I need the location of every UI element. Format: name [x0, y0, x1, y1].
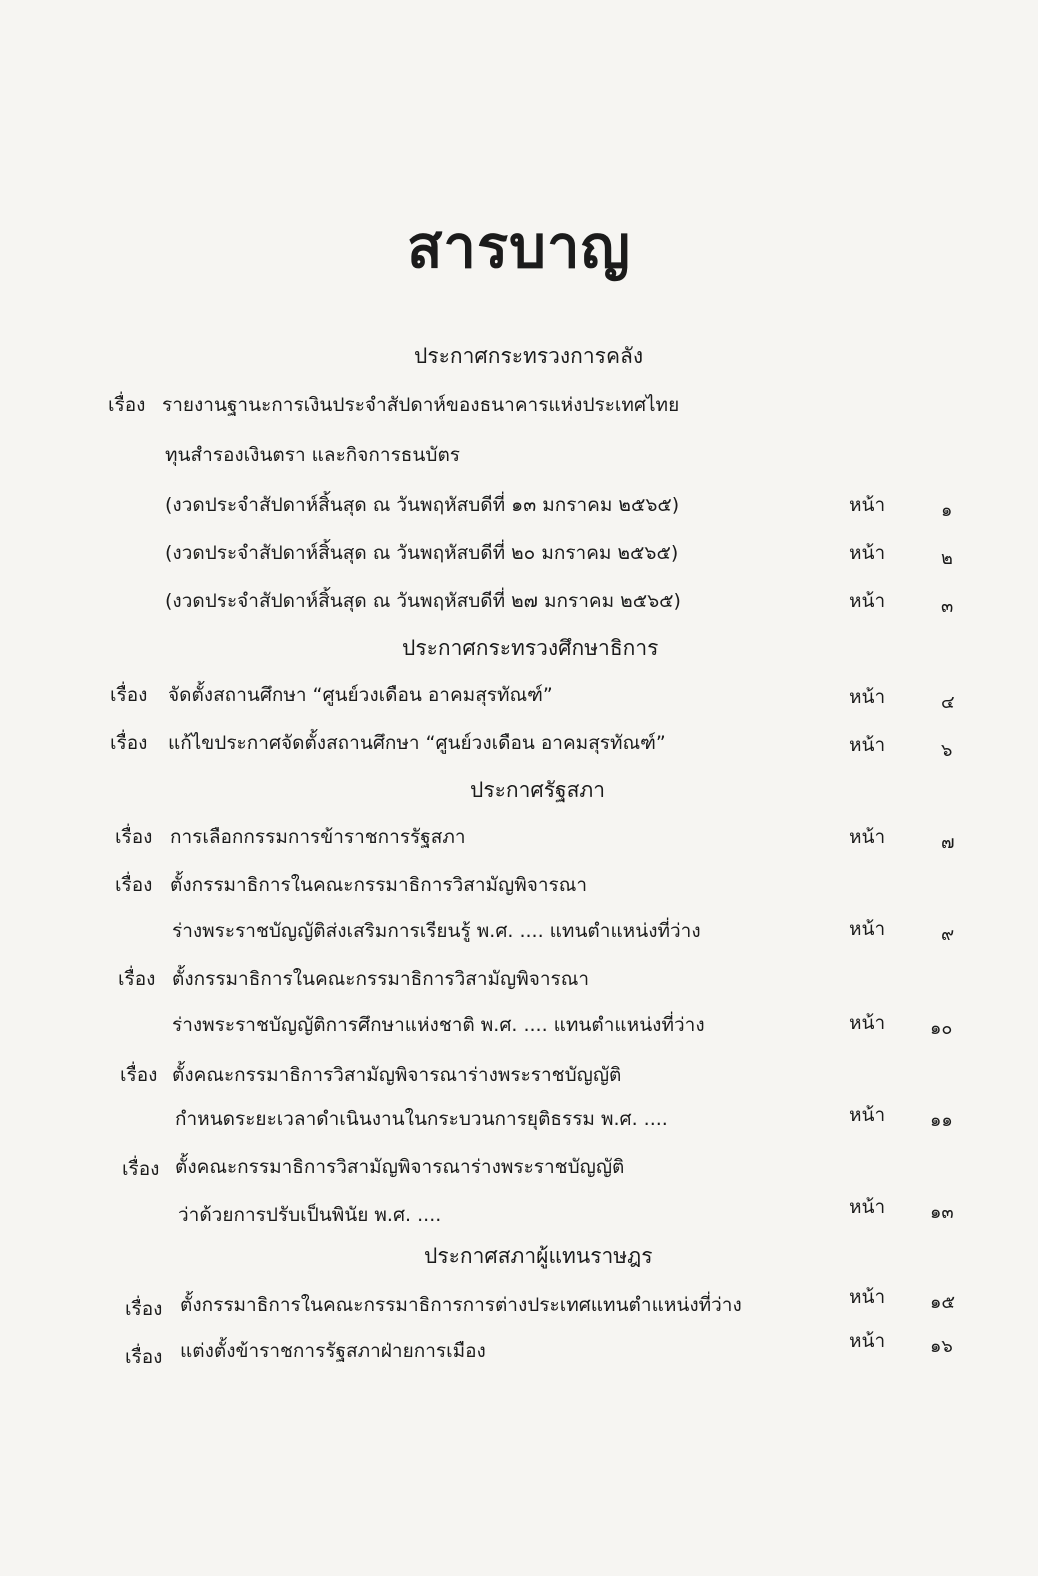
page-number: ๑๓: [930, 1202, 954, 1223]
item-label: เรื่อง: [115, 874, 153, 896]
toc-line: (งวดประจำสัปดาห์สิ้นสุด ณ วันพฤหัสบดีที่ ๑๓ มกราคม ๒๕๖๕): [165, 494, 680, 516]
page-word: หน้า: [849, 918, 886, 940]
item-label: เรื่อง: [110, 684, 148, 706]
page-word: หน้า: [849, 1286, 886, 1308]
toc-line: (งวดประจำสัปดาห์สิ้นสุด ณ วันพฤหัสบดีที่ ๒๗ มกราคม ๒๕๖๕): [165, 590, 681, 612]
page-word: หน้า: [849, 1012, 886, 1034]
item-label: เรื่อง: [125, 1346, 163, 1368]
page-number: ๑๑: [930, 1110, 953, 1131]
toc-line: แก้ไขประกาศจัดตั้งสถานศึกษา “ศูนย์วงเดือน อาคมสุรทัณฑ์”: [168, 732, 666, 754]
page-number: ๗: [941, 832, 955, 853]
page-word: หน้า: [849, 542, 886, 564]
page-number: ๑: [941, 500, 953, 521]
page-word: หน้า: [849, 826, 886, 848]
page-word: หน้า: [849, 494, 886, 516]
page-word: หน้า: [849, 1330, 886, 1352]
page-word: หน้า: [849, 734, 886, 756]
section-heading-education: ประกาศกระทรวงศึกษาธิการ: [402, 636, 659, 660]
page-number: ๙: [941, 924, 955, 945]
toc-line: จัดตั้งสถานศึกษา “ศูนย์วงเดือน อาคมสุรทัณฑ์”: [168, 684, 553, 706]
page-number: ๓: [941, 596, 954, 617]
page-number: ๑๖: [930, 1336, 953, 1357]
page-title: สารบาญ: [407, 213, 631, 281]
toc-line: ทุนสำรองเงินตรา และกิจการธนบัตร: [165, 444, 460, 466]
page-word: หน้า: [849, 686, 886, 708]
toc-line: ตั้งคณะกรรมาธิการวิสามัญพิจารณาร่างพระราชบัญญัติ: [172, 1064, 622, 1086]
page-number: ๒: [941, 548, 953, 569]
toc-line: การเลือกกรรมการข้าราชการรัฐสภา: [170, 826, 466, 848]
item-label: เรื่อง: [125, 1298, 163, 1320]
item-label: เรื่อง: [108, 394, 146, 416]
item-label: เรื่อง: [115, 826, 153, 848]
toc-line: รายงานฐานะการเงินประจำสัปดาห์ของธนาคารแห่งประเทศไทย: [162, 394, 680, 416]
toc-line: ว่าด้วยการปรับเป็นพินัย พ.ศ. ....: [178, 1204, 442, 1226]
toc-line: ตั้งคณะกรรมาธิการวิสามัญพิจารณาร่างพระราชบัญญัติ: [175, 1156, 625, 1178]
item-label: เรื่อง: [120, 1064, 158, 1086]
item-label: เรื่อง: [118, 968, 156, 990]
toc-line: กำหนดระยะเวลาดำเนินงานในกระบวนการยุติธรรม พ.ศ. ....: [175, 1108, 668, 1130]
item-label: เรื่อง: [122, 1158, 160, 1180]
toc-line: แต่งตั้งข้าราชการรัฐสภาฝ่ายการเมือง: [180, 1340, 486, 1362]
item-label: เรื่อง: [110, 732, 148, 754]
page-number: ๑๐: [930, 1018, 953, 1039]
page-number: ๖: [941, 740, 953, 761]
page-number: ๔: [941, 692, 955, 713]
page-word: หน้า: [849, 1196, 886, 1218]
page-word: หน้า: [849, 1104, 886, 1126]
toc-line: ร่างพระราชบัญญัติการศึกษาแห่งชาติ พ.ศ. .... แทนตำแหน่งที่ว่าง: [172, 1014, 705, 1036]
toc-line: ตั้งกรรมาธิการในคณะกรรมาธิการการต่างประเทศแทนตำแหน่งที่ว่าง: [180, 1294, 742, 1316]
section-heading-house: ประกาศสภาผู้แทนราษฎร: [424, 1244, 653, 1268]
section-heading-finance: ประกาศกระทรวงการคลัง: [414, 344, 644, 368]
page-number: ๑๕: [930, 1292, 956, 1313]
toc-line: (งวดประจำสัปดาห์สิ้นสุด ณ วันพฤหัสบดีที่ ๒๐ มกราคม ๒๕๖๕): [165, 542, 679, 564]
toc-line: ตั้งกรรมาธิการในคณะกรรมาธิการวิสามัญพิจารณา: [170, 874, 588, 896]
toc-line: ร่างพระราชบัญญัติส่งเสริมการเรียนรู้ พ.ศ. .... แทนตำแหน่งที่ว่าง: [172, 920, 701, 942]
page-word: หน้า: [849, 590, 886, 612]
section-heading-parliament: ประกาศรัฐสภา: [470, 778, 606, 802]
toc-line: ตั้งกรรมาธิการในคณะกรรมาธิการวิสามัญพิจารณา: [172, 968, 590, 990]
